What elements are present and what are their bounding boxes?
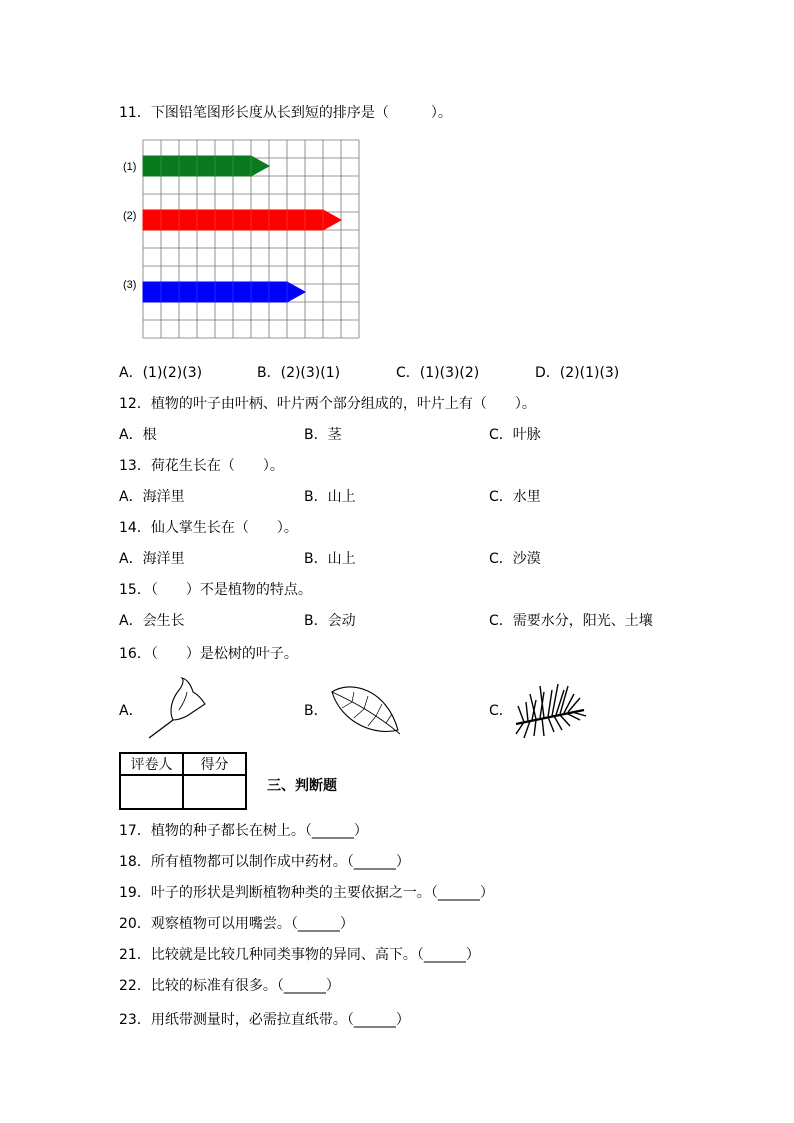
- judgment-18: 18．所有植物都可以制作成中药材。（______）: [119, 854, 410, 870]
- q11-option-d[interactable]: D．(2)(1)(3): [535, 365, 620, 381]
- q11-option-a[interactable]: A．(1)(2)(3): [119, 365, 203, 381]
- q12-option-a[interactable]: A．根: [119, 427, 157, 443]
- q13-option-c[interactable]: C．水里: [489, 489, 541, 505]
- q14-text: 14．仙人掌生长在（ ）。: [119, 520, 298, 536]
- q14-option-a[interactable]: A．海洋里: [119, 551, 185, 567]
- q16-option-b[interactable]: B．: [304, 703, 328, 719]
- q14-option-c[interactable]: C．沙漠: [489, 551, 541, 567]
- q15-text: 15．（ ）不是植物的特点。: [119, 582, 312, 598]
- ginkgo-leaf-icon[interactable]: [143, 676, 213, 742]
- q14-option-b[interactable]: B．山上: [304, 551, 356, 567]
- pencil-label-3: (3): [123, 279, 137, 291]
- q16-text: 16．（ ）是松树的叶子。: [119, 646, 298, 662]
- judgment-21: 21．比较就是比较几种同类事物的异同、高下。（______）: [119, 947, 480, 963]
- q11-text: 11．下图铅笔图形长度从长到短的排序是（ ）。: [119, 105, 452, 121]
- q16-option-a[interactable]: A．: [119, 703, 143, 719]
- q15-option-b[interactable]: B．会动: [304, 613, 356, 629]
- pine-needles-icon[interactable]: [510, 680, 590, 740]
- judgment-17: 17．植物的种子都长在树上。（______）: [119, 823, 368, 839]
- q11-option-b[interactable]: B．(2)(3)(1): [257, 365, 341, 381]
- q13-option-a[interactable]: A．海洋里: [119, 489, 185, 505]
- pencil-label-2: (2): [123, 210, 137, 222]
- score-cell-reviewer[interactable]: [120, 775, 183, 809]
- pencils: [143, 156, 341, 302]
- q12-text: 12．植物的叶子由叶柄、叶片两个部分组成的，叶片上有（ ）。: [119, 396, 536, 412]
- pencil-label-1: (1): [123, 161, 137, 173]
- q12-option-b[interactable]: B．茎: [304, 427, 342, 443]
- score-header-reviewer: 评卷人: [120, 753, 183, 775]
- q15-option-c[interactable]: C．需要水分，阳光、土壤: [489, 613, 653, 629]
- score-cell-score[interactable]: [183, 775, 246, 809]
- judgment-19: 19．叶子的形状是判断植物种类的主要依据之一。（______）: [119, 885, 494, 901]
- pencil-3: [143, 282, 305, 302]
- score-header-score: 得分: [183, 753, 246, 775]
- q12-option-c[interactable]: C．叶脉: [489, 427, 541, 443]
- section-title: 三、判断题: [267, 778, 337, 794]
- q15-option-a[interactable]: A．会生长: [119, 613, 185, 629]
- pencil-grid-figure: [118, 138, 368, 348]
- judgment-22: 22．比较的标准有很多。（______）: [119, 978, 340, 994]
- q16-option-c[interactable]: C．: [489, 703, 513, 719]
- q13-text: 13．荷花生长在（ ）。: [119, 458, 284, 474]
- q13-option-b[interactable]: B．山上: [304, 489, 356, 505]
- score-table: [119, 752, 247, 810]
- judgment-23: 23．用纸带测量时，必需拉直纸带。（______）: [119, 1012, 410, 1028]
- judgment-20: 20．观察植物可以用嘴尝。（______）: [119, 916, 354, 932]
- pencil-1: [143, 156, 269, 176]
- pencil-2: [143, 210, 341, 230]
- oval-leaf-icon[interactable]: [328, 682, 404, 738]
- q11-option-c[interactable]: C．(1)(3)(2): [396, 365, 480, 381]
